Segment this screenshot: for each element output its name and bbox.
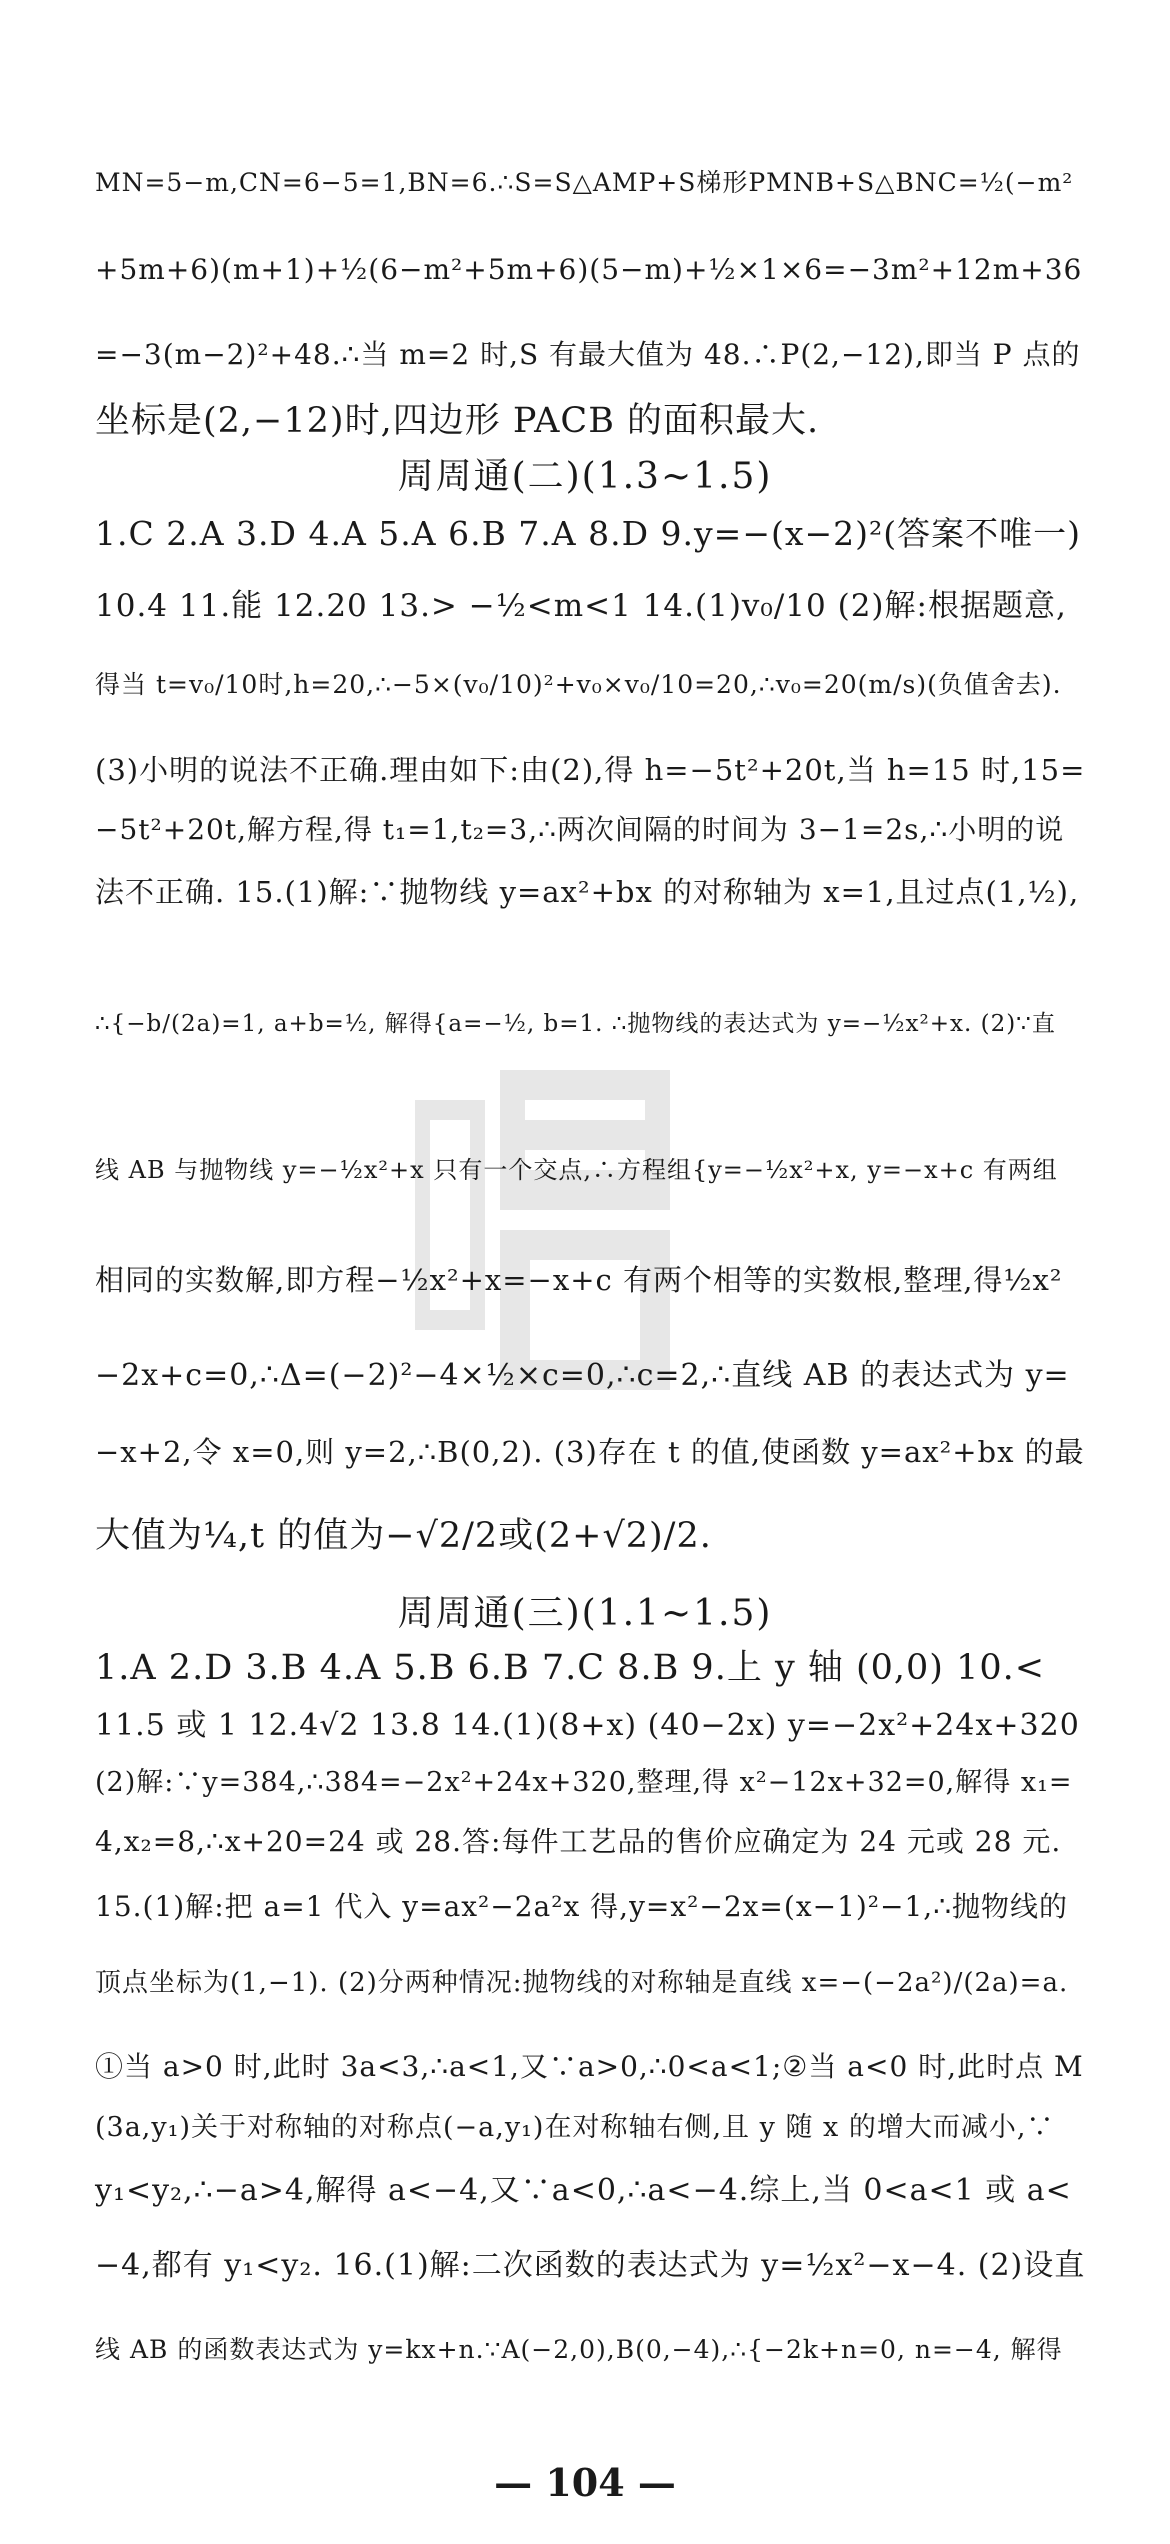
answer-line: 11.5 或 1 12.4√2 13.8 14.(1)(8+x) (40−2x) y=−2x²+24x+320: [95, 1708, 1080, 1743]
answer-line: 10.4 11.能 12.20 13.> −½<m<1 14.(1)v₀/10 (2)解:根据题意,: [95, 588, 1067, 624]
watermark-logo: [405, 1060, 685, 1400]
text-line: −2x+c=0,∴Δ=(−2)²−4×½×c=0,∴c=2,∴直线 AB 的表达式为 y=: [95, 1358, 1070, 1393]
answer-line: 1.A 2.D 3.B 4.A 5.B 6.B 7.C 8.B 9.上 y 轴 (0,0) 10.<: [95, 1648, 1046, 1688]
page-number-value: 104: [545, 2460, 625, 2505]
text-line: MN=5−m,CN=6−5=1,BN=6.∴S=S△AMP+S梯形PMNB+S△BNC=½(−m²: [95, 168, 1074, 197]
text-line: −x+2,令 x=0,则 y=2,∴B(0,2). (3)存在 t 的值,使函数 y=ax²+bx 的最: [95, 1435, 1085, 1469]
text-line: 线 AB 与抛物线 y=−½x²+x 只有一个交点,∴方程组{y=−½x²+x, y=−x+c 有两组: [95, 1156, 1058, 1184]
text-line: 4,x₂=8,∴x+20=24 或 28.答:每件工艺品的售价应确定为 24 元或 28 元.: [95, 1825, 1062, 1858]
text-line: (3a,y₁)关于对称轴的对称点(−a,y₁)在对称轴右侧,且 y 随 x 的增大而减小,∵: [95, 2112, 1055, 2143]
text-line: 15.(1)解:把 a=1 代入 y=ax²−2a²x 得,y=x²−2x=(x−1)²−1,∴抛物线的: [95, 1890, 1069, 1923]
text-line: 顶点坐标为(1,−1). (2)分两种情况:抛物线的对称轴是直线 x=−(−2a²)/(2a)=a.: [95, 1968, 1069, 1998]
section-title: 周周通(三)(1.1~1.5): [397, 1593, 773, 1634]
text-line: 法不正确. 15.(1)解:∵抛物线 y=ax²+bx 的对称轴为 x=1,且过点(1,½),: [95, 875, 1080, 909]
text-line: ∴{−b/(2a)=1, a+b=½, 解得{a=−½, b=1. ∴抛物线的表达式为 y=−½x²+x. (2)∵直: [95, 1011, 1056, 1037]
text-line: =−3(m−2)²+48.∴当 m=2 时,S 有最大值为 48.∴P(2,−12),即当 P 点的: [95, 338, 1081, 371]
text-line: −4,都有 y₁<y₂. 16.(1)解:二次函数的表达式为 y=½x²−x−4. (2)设直: [95, 2248, 1086, 2283]
text-line: 相同的实数解,即方程−½x²+x=−x+c 有两个相等的实数根,整理,得½x²: [95, 1263, 1063, 1297]
text-line: ①当 a>0 时,此时 3a<3,∴a<1,又∵a>0,∴0<a<1;②当 a<0 时,此时点 M: [95, 2050, 1084, 2083]
text-line: +5m+6)(m+1)+½(6−m²+5m+6)(5−m)+½×1×6=−3m²+12m+36: [95, 253, 1083, 286]
text-line: y₁<y₂,∴−a>4,解得 a<−4,又∵a<0,∴a<−4.综上,当 0<a<1 或 a<: [95, 2173, 1072, 2208]
text-line: −5t²+20t,解方程,得 t₁=1,t₂=3,∴两次间隔的时间为 3−1=2s,∴小明的说: [95, 813, 1065, 846]
text-line: 线 AB 的函数表达式为 y=kx+n.∵A(−2,0),B(0,−4),∴{−2k+n=0, n=−4, 解得: [95, 2335, 1063, 2364]
text-line: (2)解:∵y=384,∴384=−2x²+24x+320,整理,得 x²−12x+32=0,解得 x₁=: [95, 1767, 1073, 1798]
text-line: (3)小明的说法不正确.理由如下:由(2),得 h=−5t²+20t,当 h=15 时,15=: [95, 753, 1086, 787]
answer-line: 1.C 2.A 3.D 4.A 5.A 6.B 7.A 8.D 9.y=−(x−2)²(答案不唯一): [95, 514, 1081, 553]
page-number: — 104 —: [494, 2460, 676, 2505]
text-line: 坐标是(2,−12)时,四边形 PACB 的面积最大.: [95, 401, 820, 441]
section-title: 周周通(二)(1.3~1.5): [397, 456, 773, 497]
text-line: 得当 t=v₀/10时,h=20,∴−5×(v₀/10)²+v₀×v₀/10=20,∴v₀=20(m/s)(负值舍去).: [95, 670, 1062, 699]
text-line: 大值为¼,t 的值为−√2/2或(2+√2)/2.: [95, 1516, 712, 1556]
